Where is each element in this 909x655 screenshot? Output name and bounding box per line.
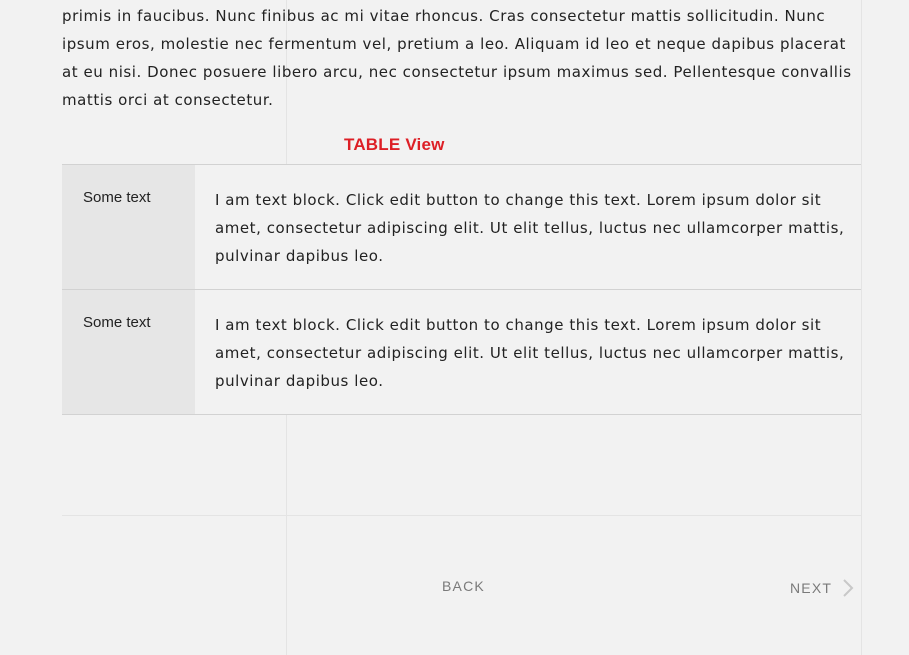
table-row-label: Some text	[62, 165, 195, 289]
intro-paragraph: primis in faucibus. Nunc finibus ac mi vitae rhoncus. Cras consectetur mattis sollicitudin. Nunc ipsum eros, molestie nec fermentum vel, pretium a leo. Aliquam id leo et neque dapibus placerat at eu nisi. Donec posuere libero arcu, nec consectetur ipsum maximus sed. Pellentesque convallis mattis orci at consectetur.	[62, 7, 852, 109]
table-row	[62, 290, 861, 415]
chevron-right-icon	[842, 578, 854, 598]
back-link[interactable]: BACK	[442, 578, 485, 594]
table-row-text: I am text block. Click edit button to change this text. Lorem ipsum dolor sit amet, consectetur adipiscing elit. Ut elit tellus, luctus nec ullamcorper mattis, pulvinar dapibus leo.	[215, 191, 845, 265]
next-link-label: NEXT	[790, 580, 833, 596]
table-row-label: Some text	[62, 290, 195, 414]
table-row-text: I am text block. Click edit button to change this text. Lorem ipsum dolor sit amet, consectetur adipiscing elit. Ut elit tellus, luctus nec ullamcorper mattis, pulvinar dapibus leo.	[215, 316, 845, 390]
table-row	[62, 165, 861, 290]
table-title: TABLE View	[344, 135, 445, 154]
section-divider	[62, 515, 861, 516]
next-link[interactable]	[790, 578, 854, 598]
info-table	[62, 164, 861, 415]
